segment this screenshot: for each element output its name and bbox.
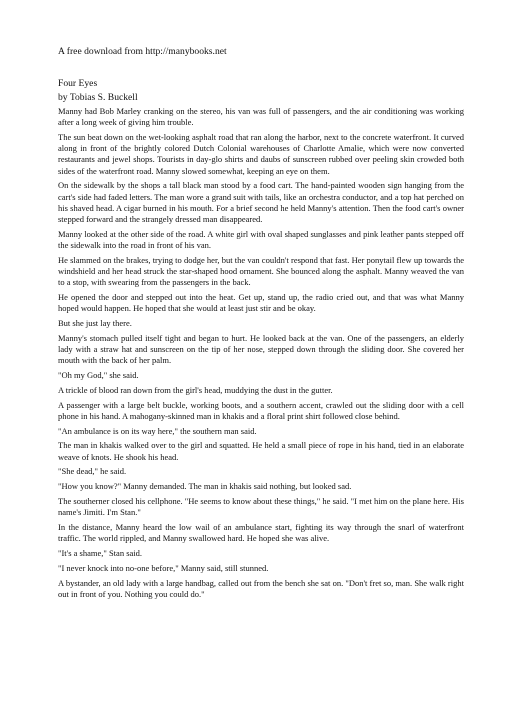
paragraph: Manny looked at the other side of the road. A white girl with oval shaped sunglasses and pink leather pants stepped off the sidewalk into the road in front of his van. <box>58 228 464 251</box>
paragraph: A passenger with a large belt buckle, working boots, and a southern accent, crawled out the sliding door with a cell phone in his hand. A mahogany-skinned man in khakis and a floral print shirt followed close behind. <box>58 399 464 421</box>
paragraph: "I never knock into no-one before," Manny said, still stunned. <box>58 562 269 573</box>
story-title: Four Eyes <box>58 78 98 89</box>
paragraph: "It's a shame," Stan said. <box>58 548 143 558</box>
paragraph: "An ambulance is on its way here," the southern man said. <box>58 425 257 436</box>
paragraph: Manny had Bob Marley cranking on the stereo, his van was full of passengers, and the air conditioning was working after a long week of giving him trouble. <box>58 106 464 128</box>
paragraph: The man in khakis walked over to the girl and squatted. He held a small piece of rope in his hand, tied in an elaborate weave of knots. He shook his head. <box>58 440 464 462</box>
paragraph: Manny's stomach pulled itself tight and began to hurt. He looked back at the van. One of the passengers, an elderly lady with a straw hat and sunscreen on the tip of her nose, stepped down through the sliding door. She covered her mouth with the back of her palm. <box>58 332 464 366</box>
paragraph: On the sidewalk by the shops a tall black man stood by a food cart. The hand-painted wooden sign hanging from the cart's side had faded letters. The man wore a grand suit with tails, like an orchestra conductor, and a top hat perched on his shaved head. A cigar burned in his mouth. For a brief second he held Manny's attention. Then the food cart's owner stepped forward and the strangely dressed man disappeared. <box>58 180 464 225</box>
paragraph: But she just lay there. <box>58 318 132 329</box>
paragraph: "Oh my God," she said. <box>58 370 139 381</box>
paragraph: The sun beat down on the wet-looking asphalt road that ran along the harbor, next to the concrete waterfront. It curved along in front of the brightly colored Dutch Colonial warehouses of Charlotte Amalie, which were now converted restaurants and jewel shops. Tourists in day-glo shirts and daubs of sunscreen rubbed over peeling skin crowded both sides of the waterfront road. Manny slowed somewhat, keeping an eye on them. <box>58 132 464 176</box>
paragraph: A trickle of blood ran down from the girl's head, muddying the dust in the gutter. <box>58 384 333 395</box>
paragraph: "She dead," he said. <box>58 466 127 477</box>
author-byline: by Tobias S. Buckell <box>58 92 138 103</box>
paragraph: He slammed on the brakes, trying to dodge her, but the van couldn't respond that fast. Her ponytail flew up towards the windshield and her head struck the star-shaped hood ornament. She bounced along the asphalt. Manny weaved the van to a stop, with swearing from the passengers in the back. <box>58 254 464 288</box>
paragraph: In the distance, Manny heard the low wail of an ambulance start, fighting its way through the snarl of waterfront traffic. The world rippled, and Manny swallowed hard. He hoped she was alive. <box>58 522 464 544</box>
paragraph: He opened the door and stepped out into the heat. Get up, stand up, the radio cried out, and that was what Manny hoped would happen. He hoped that she would at least just stir and be okay. <box>58 292 464 314</box>
paragraph: The southerner closed his cellphone. "He seems to know about these things," he said. "I met him on the plane here. His name's Jimiti. I'm Stan." <box>58 496 464 518</box>
paragraph: "How you know?" Manny demanded. The man in khakis said nothing, but looked sad. <box>58 481 352 492</box>
download-header: A free download from http://manybooks.net <box>58 46 227 57</box>
paragraph: A bystander, an old lady with a large handbag, called out from the bench she sat on. "Don't fret so, man. She walk right out in front of you. Nothing you could do." <box>58 577 464 599</box>
